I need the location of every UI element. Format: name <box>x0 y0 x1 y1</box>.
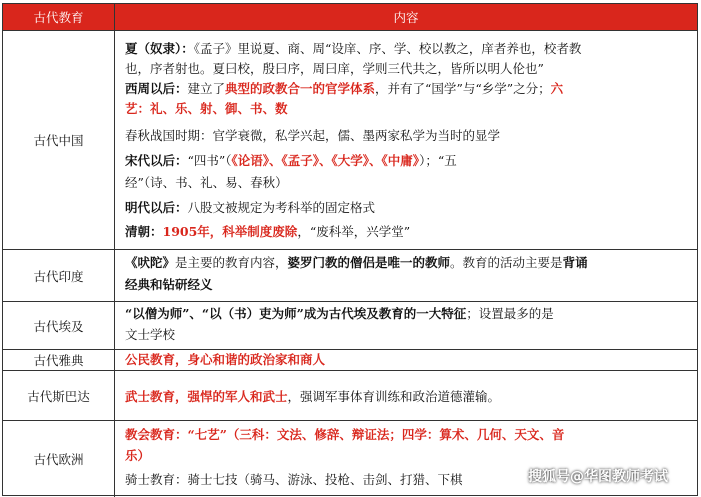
content-line <box>125 153 689 169</box>
content-segment: 西周以后： <box>125 81 188 96</box>
row-label: 古代欧洲 <box>3 421 115 497</box>
content-segment: 经典和钻研经义 <box>125 277 213 292</box>
content-segment: 是主要的教育内容， <box>175 255 288 270</box>
content-line <box>125 448 689 464</box>
content-segment: 教会教育：“七艺”（三科：文法、修辞、辩证法；四学：算术、几何、天文、音 <box>125 427 565 442</box>
education-table <box>2 3 698 496</box>
content-line <box>125 427 689 443</box>
content-segment: 建立了 <box>187 81 226 96</box>
content-line <box>125 352 689 368</box>
content-segment: 《孟子》里说夏、商、周“设庠、序、学、校以教之，庠者养也，校者教 <box>193 41 582 56</box>
content-segment: 清朝： <box>125 224 163 239</box>
row-content <box>115 371 697 420</box>
content-line <box>125 41 689 57</box>
content-segment: ）；“五 <box>419 153 457 168</box>
content-segment: 八股文被规定为考科举的固定格式 <box>187 200 376 215</box>
row-label: 古代雅典 <box>3 350 115 370</box>
content-line <box>125 200 689 216</box>
content-segment: 经”（诗、书、礼、易、春秋） <box>125 175 288 190</box>
content-segment: 也，序者射也。夏曰校，殷曰序，周曰庠，学则三代共之，皆所以明人伦也” <box>125 61 544 76</box>
content-segment: 六 <box>550 81 564 96</box>
content-segment: 1905年，科举制度废除 <box>162 224 298 239</box>
content-line <box>125 175 689 191</box>
content-segment: “四书”（ <box>187 153 232 168</box>
content-segment: 婆罗门教的僧侣是唯一的教师 <box>287 255 451 270</box>
content-line <box>125 128 689 144</box>
content-line <box>125 389 689 405</box>
content-segment: 明代以后： <box>125 200 188 215</box>
content-segment: 文士学校 <box>125 327 176 342</box>
row-label: 古代中国 <box>3 31 115 249</box>
table-row <box>3 370 697 420</box>
content-segment: 典型的政教合一的官学体系 <box>225 81 376 96</box>
content-segment: “以僧为师”、“以（书）吏为师”成为古代埃及教育的一大特征 <box>125 306 467 321</box>
content-segment: ，强调军事体育训练和政治道德灌输。 <box>287 389 501 404</box>
table-header <box>3 4 697 30</box>
row-label: 古代印度 <box>3 250 115 301</box>
row-content <box>115 302 697 349</box>
content-segment: 夏（奴隶）： <box>125 41 194 56</box>
content-segment: 。教育的活动主要是 <box>450 255 563 270</box>
header-col-content: 内容 <box>393 10 419 25</box>
row-label: 古代斯巴达 <box>3 371 115 420</box>
table-row <box>3 301 697 349</box>
content-segment: 春秋战国时期：官学衰微，私学兴起，儒、墨两家私学为当时的显学 <box>125 128 501 143</box>
content-segment: 乐） <box>125 448 151 463</box>
content-segment: 背诵 <box>562 255 588 270</box>
content-segment: 宋代以后： <box>125 153 188 168</box>
content-segment: 武士教育，强悍的军人和武士 <box>125 389 288 404</box>
row-content <box>115 250 697 301</box>
content-segment: ，并有了“国学”与“乡学”之分； <box>375 81 551 96</box>
content-segment: 艺：礼、乐、射、御、书、数 <box>125 101 288 116</box>
content-segment: 骑士教育：骑士七技（骑马、游泳、投枪、击剑、打猎、下棋 <box>125 472 463 487</box>
content-line <box>125 255 689 271</box>
content-segment: 公民教育，身心和谐的政治家和商人 <box>125 352 326 367</box>
row-label: 古代埃及 <box>3 302 115 349</box>
watermark: 搜狐号@华图教师考试 <box>528 469 668 485</box>
table-row <box>3 30 697 249</box>
row-content <box>115 31 697 249</box>
content-segment: 《吠陀》 <box>125 255 176 270</box>
table-row <box>3 349 697 370</box>
content-line <box>125 81 689 97</box>
content-line <box>125 101 689 117</box>
content-line <box>125 224 689 240</box>
content-segment: ；设置最多的是 <box>466 306 554 321</box>
table-row <box>3 249 697 301</box>
content-segment: 《论语》、《孟子》、《大学》、《中庸》 <box>231 153 420 168</box>
content-line <box>125 327 689 343</box>
content-line <box>125 306 689 322</box>
content-segment: ，“废科举，兴学堂” <box>297 224 411 239</box>
content-line <box>125 277 689 293</box>
header-col-education: 古代教育 <box>3 4 115 30</box>
row-content <box>115 350 697 370</box>
content-line <box>125 61 689 77</box>
